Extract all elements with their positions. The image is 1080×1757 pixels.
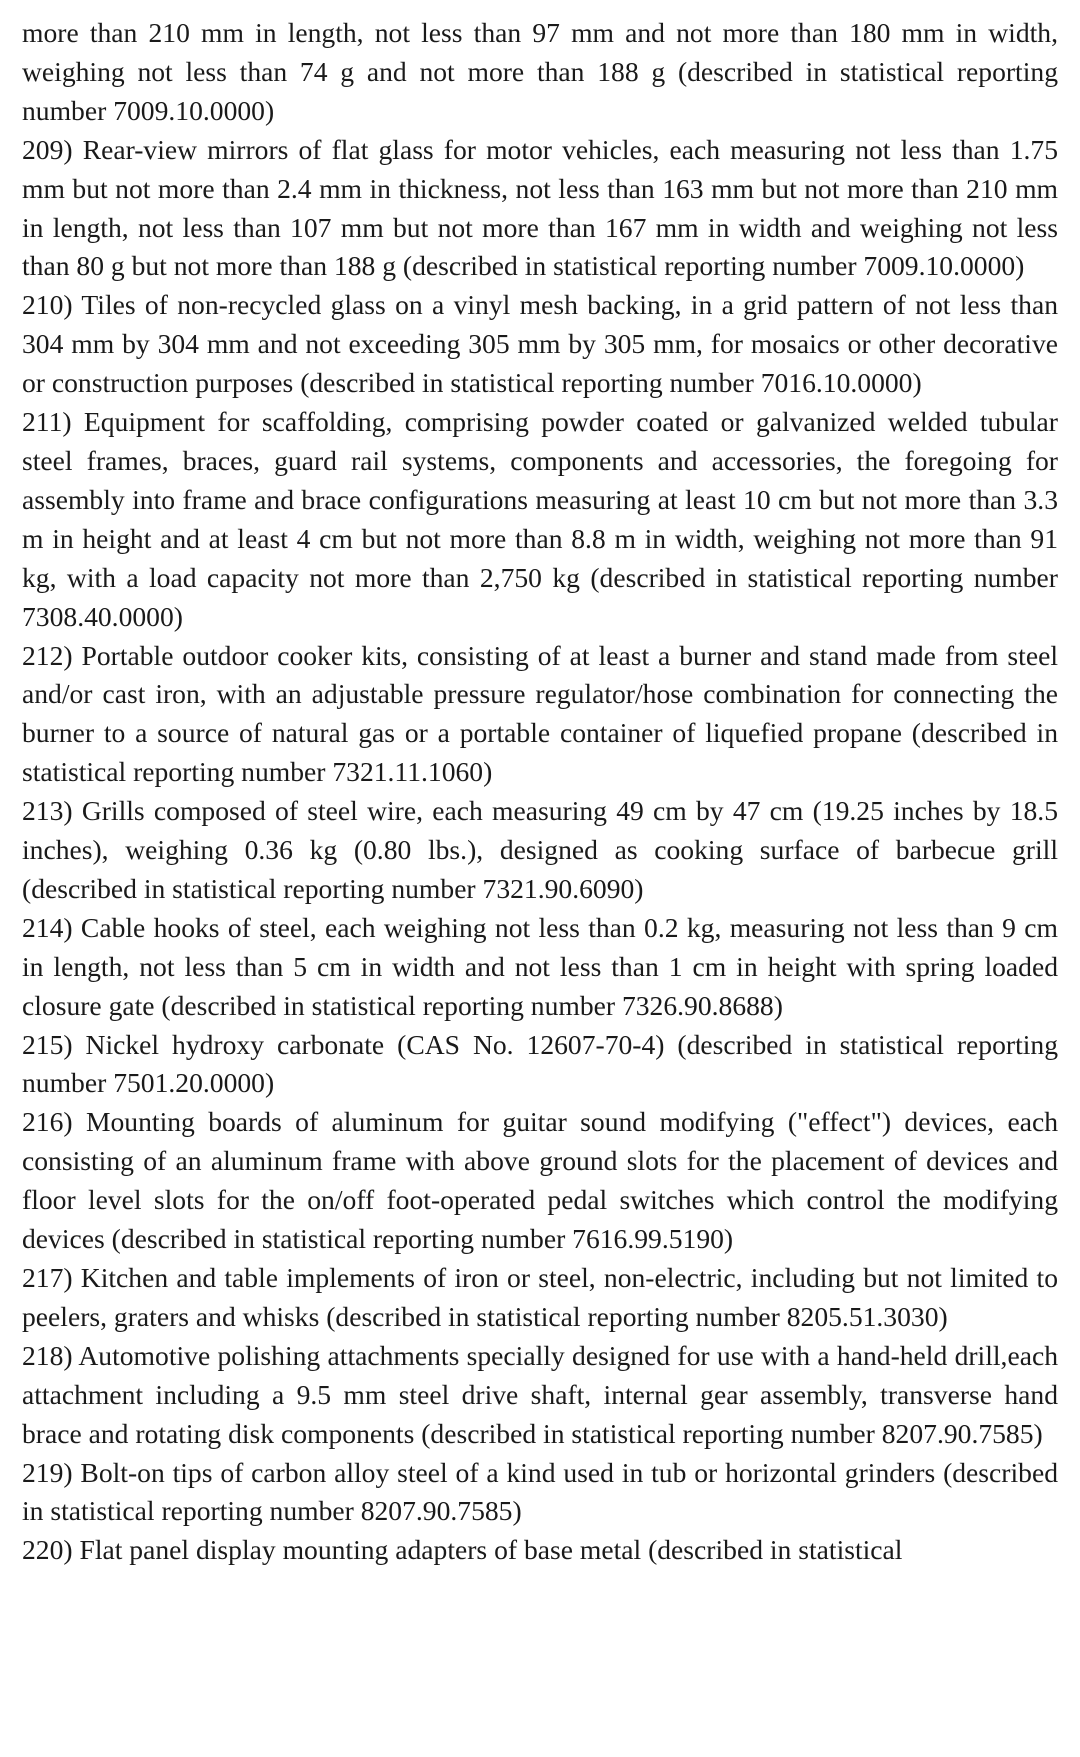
list-item: 217) Kitchen and table implements of iron or steel, non-electric, including but not limited to peelers, graters and whisks (described in statistical reporting number 8205.51.3030) (22, 1262, 1058, 1332)
list-item: 211) Equipment for scaffolding, comprising powder coated or galvanized welded tubular steel frames, braces, guard rail systems, components and accessories, the foregoing for assembly into frame and brace configurations measuring at least 10 cm but not more than 3.3 m in height and at least 4 cm but not more than 8.8 m in width, weighing not more than 91 kg, with a load capacity not more than 2,750 kg (described in statistical reporting number 7308.40.0000) (22, 406, 1058, 632)
list-item: 213) Grills composed of steel wire, each measuring 49 cm by 47 cm (19.25 inches by 18.5 inches), weighing 0.36 kg (0.80 lbs.), designed as cooking surface of barbecue grill (described in statistical reporting number 7321.90.6090) (22, 795, 1058, 904)
list-item: 216) Mounting boards of aluminum for guitar sound modifying ("effect") devices, each consisting of an aluminum frame with above ground slots for the placement of devices and floor level slots for the on/off foot-operated pedal switches which control the modifying devices (described in statistical reporting number 7616.99.5190) (22, 1106, 1058, 1255)
list-item: more than 210 mm in length, not less than 97 mm and not more than 180 mm in width, weighing not less than 74 g and not more than 188 g (described in statistical reporting number 7009.10.0000) (22, 17, 1058, 126)
list-item: 219) Bolt-on tips of carbon alloy steel of a kind used in tub or horizontal grinders (described in statistical reporting number 8207.90.7585) (22, 1456, 1058, 1527)
list-item: 214) Cable hooks of steel, each weighing not less than 0.2 kg, measuring not less than 9 cm in length, not less than 5 cm in width and not less than 1 cm in height with spring loaded closure gate (described in statistical reporting number 7326.90.8688) (22, 911, 1058, 1021)
list-item: 218) Automotive polishing attachments specially designed for use with a hand-held drill,each attachment including a 9.5 mm steel drive shaft, internal gear assembly, transverse hand brace and rotating disk components (described in statistical reporting number 8207.90.7585) (22, 1339, 1058, 1449)
list-item: 220) Flat panel display mounting adapters of base metal (described in statistical (22, 1534, 903, 1566)
list-item: 210) Tiles of non-recycled glass on a vinyl mesh backing, in a grid pattern of not less than 304 mm by 304 mm and not exceeding 305 mm by 305 mm, for mosaics or other decorative or construction purposes (described in statistical reporting number 7016.10.0000) (22, 289, 1058, 399)
list-item: 209) Rear-view mirrors of flat glass for motor vehicles, each measuring not less than 1.75 mm but not more than 2.4 mm in thickness, not less than 163 mm but not more than 210 mm in length, not less than 107 mm but not more than 167 mm in width and weighing not less than 80 g but not more than 188 g (described in statistical reporting number 7009.10.0000) (22, 133, 1058, 282)
document-page (22, 14, 1058, 1570)
list-item: 215) Nickel hydroxy carbonate (CAS No. 12607-70-4) (described in statistical reporting number 7501.20.0000) (22, 1028, 1058, 1099)
list-item: 212) Portable outdoor cooker kits, consisting of at least a burner and stand made from steel and/or cast iron, with an adjustable pressure regulator/hose combination for connecting the burner to a source of natural gas or a portable container of liquefied propane (described in statistical reporting number 7321.11.1060) (22, 639, 1058, 788)
